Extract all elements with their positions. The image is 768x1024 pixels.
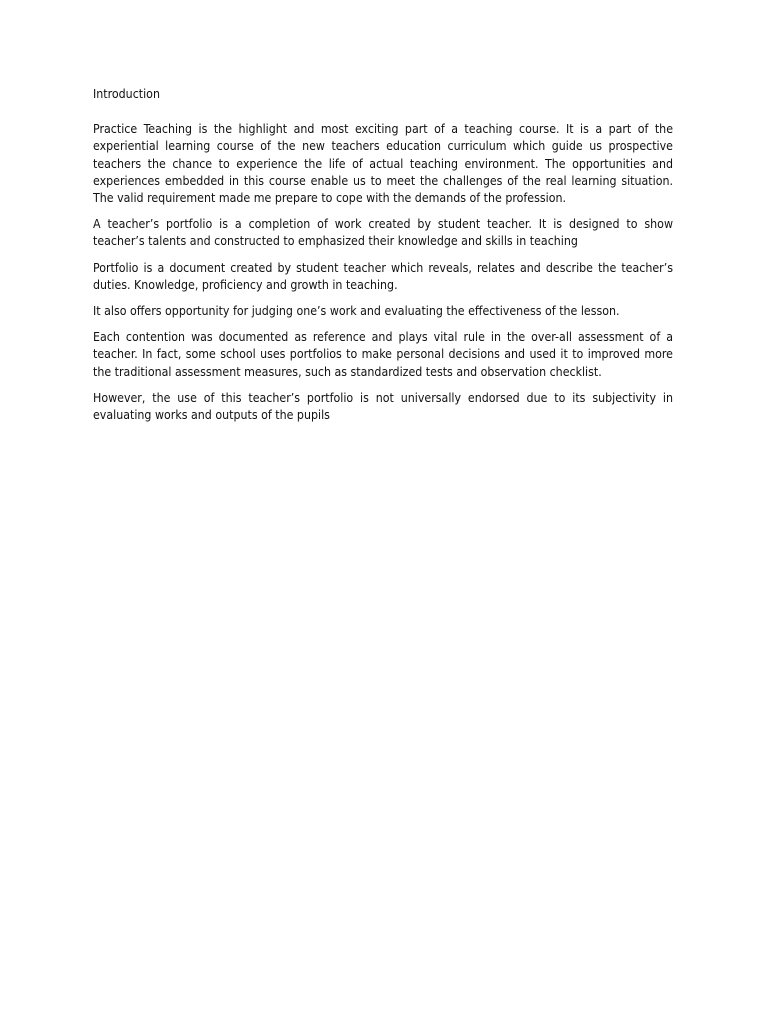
paragraph-6: However, the use of this teacher’s portfolio is not universally endorsed due to its subjectivity in evaluating works and outputs of the pupils [93,390,673,423]
paragraph-2: A teacher’s portfolio is a completion of work created by student teacher. It is designed to show teacher’s talents and constructed to emphasized their knowledge and skills in teaching [93,217,673,249]
document-body [93,86,673,433]
section-heading: Introduction [93,87,160,101]
paragraph-5: Each contention was documented as reference and plays vital rule in the over-all assessment of a teacher. In fact, some school uses portfolios to make personal decisions and used it to improved more the traditional assessment measures, such as standardized tests and observation checklist. [93,330,673,379]
paragraph-1: Practice Teaching is the highlight and most exciting part of a teaching course. It is a part of the experiential learning course of the new teachers education curriculum which guide us prospective teachers the chance to experience the life of actual teaching environment. The opportunities and experiences embedded in this course enable us to meet the challenges of the real learning situation. The valid requirement made me prepare to cope with the demands of the profession. [93,122,673,206]
paragraph-3: Portfolio is a document created by student teacher which reveals, relates and describe the teacher’s duties. Knowledge, proficiency and growth in teaching. [93,260,673,292]
paragraph-4: It also offers opportunity for judging one’s work and evaluating the effectiveness of the lesson. [93,304,620,319]
